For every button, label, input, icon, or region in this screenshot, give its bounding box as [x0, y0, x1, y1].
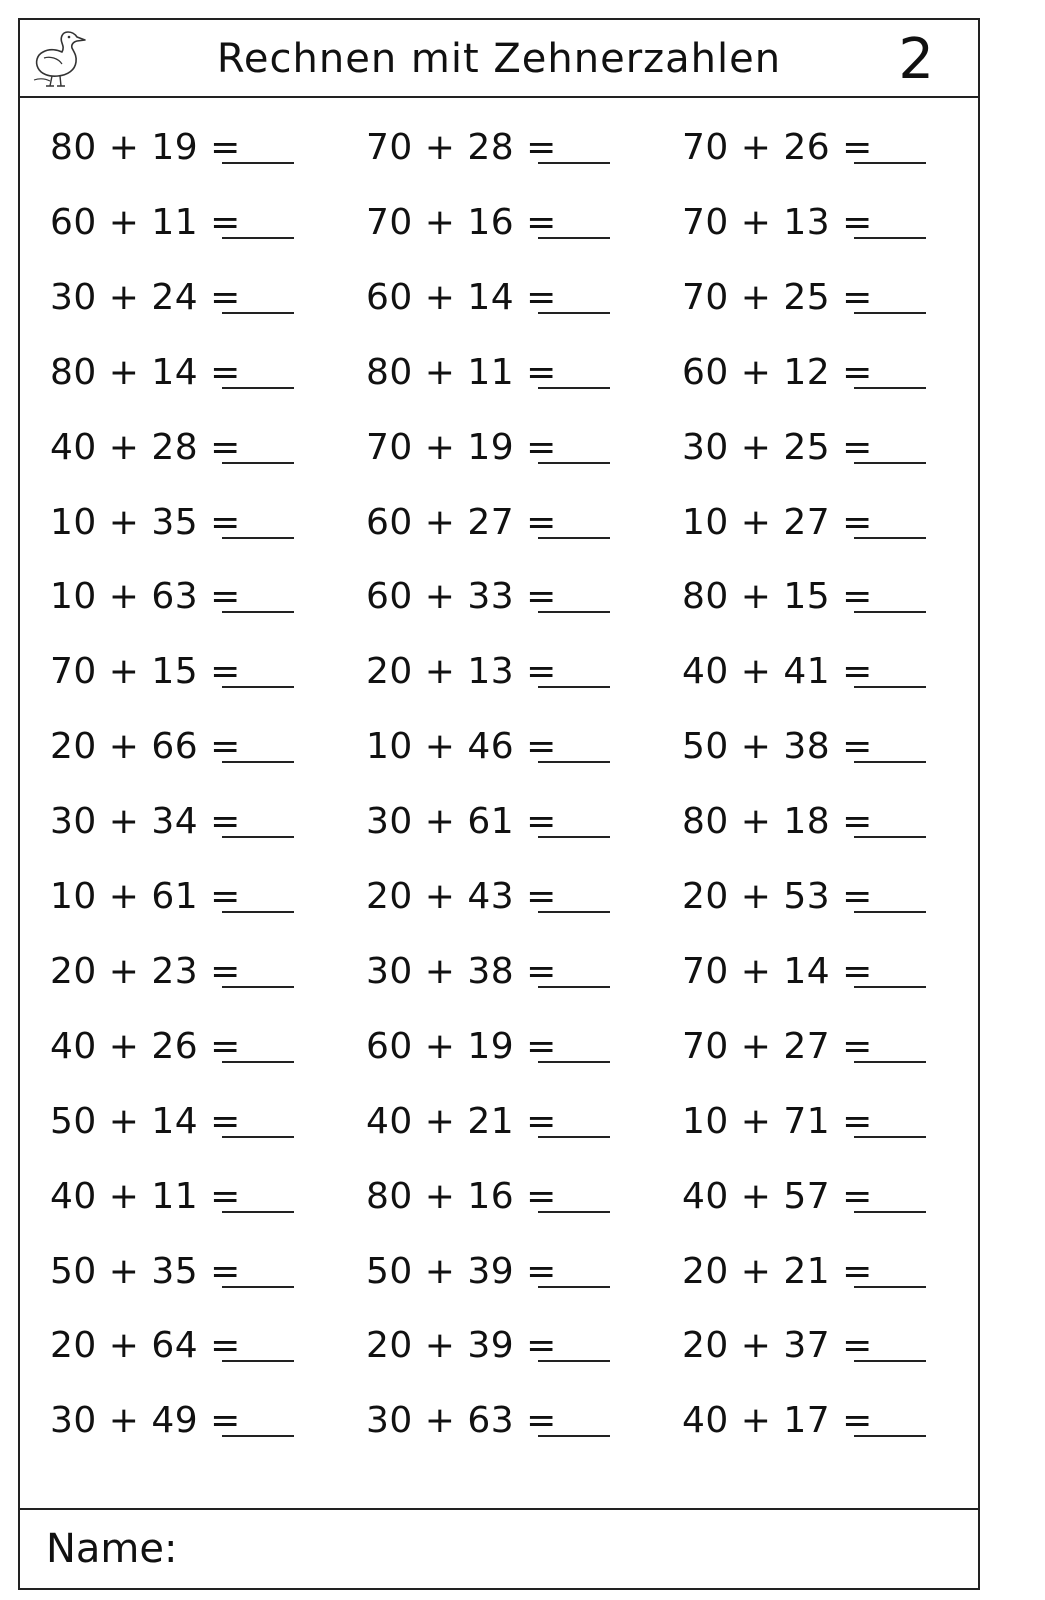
answer-line[interactable] — [222, 1360, 294, 1362]
task-expression: 80 + 15 = — [682, 576, 873, 618]
task-item — [366, 711, 610, 771]
task-item — [366, 1161, 610, 1221]
answer-line[interactable] — [854, 537, 926, 539]
task-item — [366, 1086, 610, 1146]
answer-line[interactable] — [538, 1360, 610, 1362]
task-item — [366, 487, 610, 547]
task-item — [366, 1011, 610, 1071]
task-item — [682, 1011, 926, 1071]
task-expression: 70 + 14 = — [682, 950, 873, 992]
task-expression: 10 + 46 = — [366, 726, 557, 768]
answer-line[interactable] — [222, 686, 294, 688]
answer-line[interactable] — [538, 1136, 610, 1138]
task-item — [50, 1011, 294, 1071]
task-expression: 80 + 18 = — [682, 801, 873, 843]
answer-line[interactable] — [222, 237, 294, 239]
task-item — [682, 1310, 926, 1370]
task-grid — [20, 98, 978, 1478]
task-expression: 30 + 24 = — [50, 276, 241, 318]
task-expression: 20 + 13 = — [366, 651, 557, 693]
task-expression: 10 + 27 = — [682, 501, 873, 543]
task-expression: 30 + 34 = — [50, 801, 241, 843]
task-item — [50, 112, 294, 172]
answer-line[interactable] — [538, 387, 610, 389]
answer-line[interactable] — [854, 1435, 926, 1437]
answer-line[interactable] — [222, 1136, 294, 1138]
answer-line[interactable] — [538, 537, 610, 539]
answer-line[interactable] — [222, 312, 294, 314]
answer-line[interactable] — [854, 611, 926, 613]
answer-line[interactable] — [538, 911, 610, 913]
task-item — [50, 936, 294, 996]
sheet-number: 2 — [898, 27, 934, 92]
task-item — [50, 1161, 294, 1221]
worksheet — [18, 18, 980, 1590]
task-expression: 70 + 15 = — [50, 651, 241, 693]
answer-line[interactable] — [538, 761, 610, 763]
task-item — [50, 711, 294, 771]
task-item — [682, 1236, 926, 1296]
task-item — [366, 1385, 610, 1445]
answer-line[interactable] — [854, 1286, 926, 1288]
task-expression: 50 + 39 = — [366, 1250, 557, 1292]
task-item — [366, 636, 610, 696]
task-expression: 40 + 28 = — [50, 426, 241, 468]
answer-line[interactable] — [222, 1211, 294, 1213]
task-expression: 10 + 63 = — [50, 576, 241, 618]
task-expression: 60 + 19 = — [366, 1025, 557, 1067]
task-expression: 50 + 38 = — [682, 726, 873, 768]
task-item — [366, 561, 610, 621]
answer-line[interactable] — [854, 986, 926, 988]
task-expression: 20 + 39 = — [366, 1325, 557, 1367]
answer-line[interactable] — [854, 1136, 926, 1138]
task-expression: 70 + 26 = — [682, 127, 873, 168]
worksheet-header — [20, 20, 978, 98]
task-item — [682, 1086, 926, 1146]
task-item — [50, 636, 294, 696]
task-item — [50, 262, 294, 322]
task-expression: 60 + 12 = — [682, 351, 873, 393]
task-item — [50, 1385, 294, 1445]
answer-line[interactable] — [222, 462, 294, 464]
task-expression: 70 + 13 = — [682, 201, 873, 243]
answer-line[interactable] — [538, 237, 610, 239]
task-item — [682, 112, 926, 172]
answer-line[interactable] — [222, 387, 294, 389]
task-item — [682, 412, 926, 472]
task-expression: 80 + 14 = — [50, 351, 241, 393]
task-expression: 70 + 25 = — [682, 276, 873, 318]
answer-line[interactable] — [854, 686, 926, 688]
answer-line[interactable] — [538, 162, 610, 164]
task-expression: 40 + 11 = — [50, 1175, 241, 1217]
task-item — [682, 337, 926, 397]
task-item — [682, 936, 926, 996]
task-expression: 10 + 35 = — [50, 501, 241, 543]
answer-line[interactable] — [222, 537, 294, 539]
task-item — [50, 337, 294, 397]
task-item — [366, 112, 610, 172]
task-expression: 30 + 63 = — [366, 1400, 557, 1442]
task-item — [366, 187, 610, 247]
task-expression: 70 + 27 = — [682, 1025, 873, 1067]
task-item — [682, 861, 926, 921]
answer-line[interactable] — [538, 1435, 610, 1437]
task-item — [366, 1236, 610, 1296]
answer-line[interactable] — [854, 836, 926, 838]
answer-line[interactable] — [222, 611, 294, 613]
task-expression: 70 + 16 = — [366, 201, 557, 243]
task-item — [50, 412, 294, 472]
answer-line[interactable] — [854, 911, 926, 913]
task-expression: 50 + 35 = — [50, 1250, 241, 1292]
task-expression: 20 + 64 = — [50, 1325, 241, 1367]
task-expression: 80 + 11 = — [366, 351, 557, 393]
task-item — [366, 412, 610, 472]
answer-line[interactable] — [222, 986, 294, 988]
task-expression: 40 + 57 = — [682, 1175, 873, 1217]
task-expression: 70 + 19 = — [366, 426, 557, 468]
answer-line[interactable] — [222, 761, 294, 763]
answer-line[interactable] — [854, 1360, 926, 1362]
answer-line[interactable] — [538, 836, 610, 838]
task-item — [50, 786, 294, 846]
answer-line[interactable] — [222, 1286, 294, 1288]
task-item — [682, 786, 926, 846]
answer-line[interactable] — [854, 462, 926, 464]
answer-line[interactable] — [538, 312, 610, 314]
task-item — [682, 561, 926, 621]
task-expression: 40 + 21 = — [366, 1100, 557, 1142]
answer-line[interactable] — [538, 1061, 610, 1063]
task-expression: 80 + 19 = — [50, 127, 241, 168]
task-item — [366, 1310, 610, 1370]
task-expression: 60 + 14 = — [366, 276, 557, 318]
answer-line[interactable] — [222, 1061, 294, 1063]
answer-line[interactable] — [538, 986, 610, 988]
answer-line[interactable] — [538, 462, 610, 464]
task-expression: 80 + 16 = — [366, 1175, 557, 1217]
task-item — [366, 337, 610, 397]
task-expression: 30 + 38 = — [366, 950, 557, 992]
answer-line[interactable] — [222, 911, 294, 913]
task-item — [682, 187, 926, 247]
task-expression: 20 + 53 = — [682, 876, 873, 917]
task-item — [366, 861, 610, 921]
task-expression: 40 + 26 = — [50, 1025, 241, 1067]
worksheet-footer — [20, 1508, 978, 1588]
task-item — [682, 487, 926, 547]
task-item — [682, 262, 926, 322]
task-expression: 60 + 11 = — [50, 201, 241, 243]
task-item — [50, 561, 294, 621]
task-expression: 30 + 25 = — [682, 426, 873, 468]
answer-line[interactable] — [854, 387, 926, 389]
task-expression: 60 + 33 = — [366, 576, 557, 618]
answer-line[interactable] — [854, 761, 926, 763]
task-item — [366, 786, 610, 846]
task-expression: 40 + 17 = — [682, 1400, 873, 1442]
task-expression: 70 + 28 = — [366, 127, 557, 168]
answer-line[interactable] — [854, 312, 926, 314]
task-item — [682, 1161, 926, 1221]
answer-line[interactable] — [538, 611, 610, 613]
answer-line[interactable] — [854, 1211, 926, 1213]
task-expression: 20 + 66 = — [50, 726, 241, 768]
task-expression: 20 + 43 = — [366, 876, 557, 917]
task-item — [50, 861, 294, 921]
answer-line[interactable] — [854, 237, 926, 239]
task-expression: 10 + 61 = — [50, 876, 241, 917]
task-expression: 20 + 37 = — [682, 1325, 873, 1367]
task-item — [366, 262, 610, 322]
answer-line[interactable] — [854, 1061, 926, 1063]
answer-line[interactable] — [222, 836, 294, 838]
task-expression: 30 + 61 = — [366, 801, 557, 843]
task-item — [682, 711, 926, 771]
name-label: Name: — [46, 1526, 178, 1572]
task-expression: 20 + 21 = — [682, 1250, 873, 1292]
task-item — [50, 1310, 294, 1370]
task-expression: 40 + 41 = — [682, 651, 873, 693]
answer-line[interactable] — [538, 1211, 610, 1213]
answer-line[interactable] — [538, 1286, 610, 1288]
task-item — [50, 487, 294, 547]
task-expression: 30 + 49 = — [50, 1400, 241, 1442]
task-expression: 50 + 14 = — [50, 1100, 241, 1142]
page-title: Rechnen mit Zehnerzahlen — [216, 36, 782, 82]
answer-line[interactable] — [222, 1435, 294, 1437]
answer-line[interactable] — [538, 686, 610, 688]
answer-line[interactable] — [854, 162, 926, 164]
task-expression: 20 + 23 = — [50, 950, 241, 992]
task-item — [50, 1086, 294, 1146]
task-item — [50, 1236, 294, 1296]
task-item — [366, 936, 610, 996]
task-item — [682, 636, 926, 696]
answer-line[interactable] — [222, 162, 294, 164]
task-expression: 60 + 27 = — [366, 501, 557, 543]
task-expression: 10 + 71 = — [682, 1100, 873, 1142]
task-item — [682, 1385, 926, 1445]
task-item — [50, 187, 294, 247]
